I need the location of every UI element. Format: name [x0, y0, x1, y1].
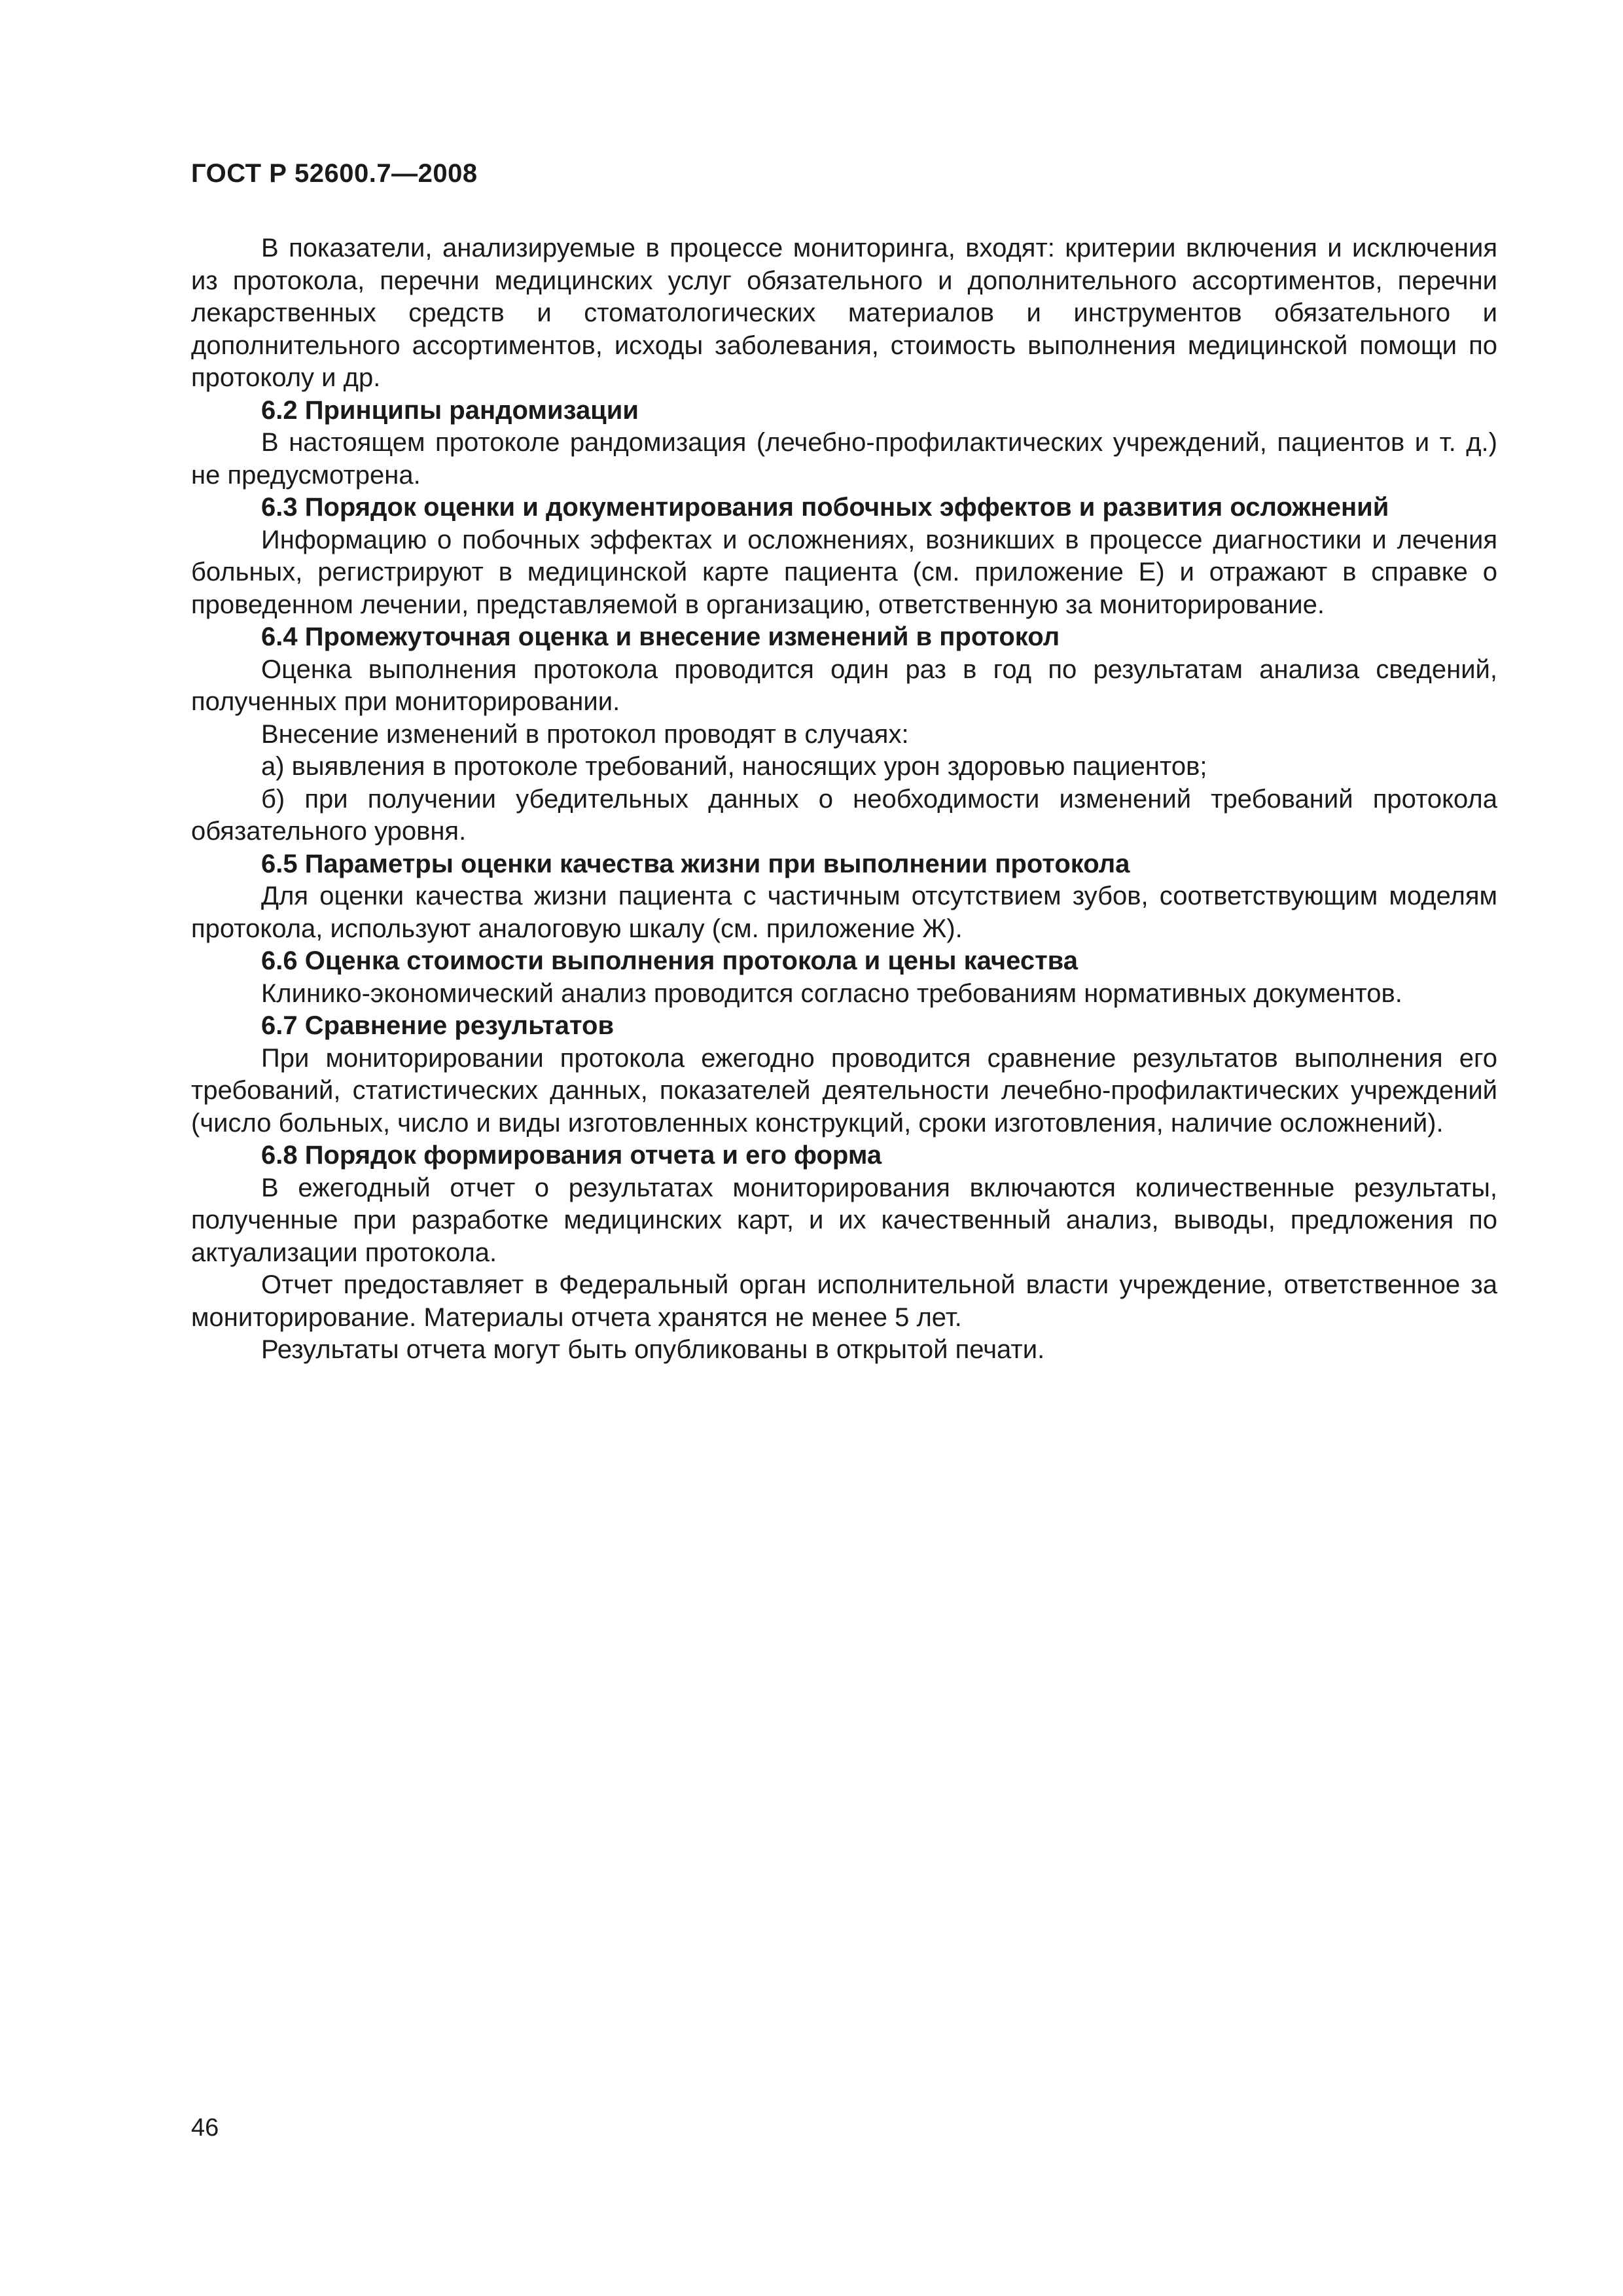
document-body	[191, 232, 1497, 1367]
page-number: 46	[191, 2114, 219, 2142]
section-heading-6-3: 6.3 Порядок оценки и документирования побочных эффектов и развития осложнений	[261, 493, 1389, 522]
section-text-6-3: Информацию о побочных эффектах и осложнениях, возникших в процессе диагностики и лечения больных, регистрируют в медицинской карте пациента (см. приложение Е) и отражают в справке о проведенном лечении, представляемой в организацию, ответственную за мониторирование.	[191, 525, 1497, 619]
section-text-6-6: Клинико-экономический анализ проводится согласно требованиям нормативных документов.	[261, 978, 1402, 1008]
section-text-6-8-p1: В ежегодный отчет о результатах мониторирования включаются количественные результаты, полученные при разработке медицинских карт, и их качественный анализ, выводы, предложения по актуализации протокола.	[191, 1173, 1497, 1267]
section-heading-6-7: 6.7 Сравнение результатов	[261, 1011, 615, 1040]
section-heading-6-2: 6.2 Принципы рандомизации	[261, 395, 639, 425]
section-text-6-2: В настоящем протоколе рандомизация (лечебно-профилактических учреждений, пациентов и т. д.) не предусмотрена.	[191, 428, 1497, 490]
section-text-6-5: Для оценки качества жизни пациента с частичным отсутствием зубов, соответствующим моделям протокола, используют аналоговую шкалу (см. приложение Ж).	[191, 882, 1497, 943]
list-item-a: а) выявления в протоколе требований, наносящих урон здоровью пациентов;	[261, 752, 1207, 781]
section-heading-6-8: 6.8 Порядок формирования отчета и его форма	[261, 1141, 882, 1170]
section-text-6-4-p1: Оценка выполнения протокола проводится один раз в год по результатам анализа сведений, полученных при мониторировании.	[191, 655, 1497, 716]
section-text-6-8-p3: Результаты отчета могут быть опубликованы в открытой печати.	[261, 1335, 1045, 1364]
section-text-6-4-p2: Внесение изменений в протокол проводят в случаях:	[261, 719, 909, 749]
section-heading-6-5: 6.5 Параметры оценки качества жизни при выполнении протокола	[261, 849, 1130, 878]
section-text-6-7: При мониторировании протокола ежегодно проводится сравнение результатов выполнения его требований, статистических данных, показателей деятельности лечебно-профилактических учреждений (число больных, число и виды изготовленных конструкций, сроки изготовления, наличие осложнений).	[191, 1043, 1497, 1138]
section-text-6-8-p2: Отчет предоставляет в Федеральный орган исполнительной власти учреждение, ответственное за мониторирование. Материалы отчета хранятся не менее 5 лет.	[191, 1270, 1497, 1332]
standard-code-header: ГОСТ Р 52600.7—2008	[191, 159, 478, 188]
intro-paragraph: В показатели, анализируемые в процессе мониторинга, входят: критерии включения и исключения из протокола, перечни медицинских услуг обязательного и дополнительного ассортиментов, перечни лекарственных средств и стоматологических материалов и инструментов обязательного и дополнительного ассортиментов, исходы заболевания, стоимость выполнения медицинской помощи по протоколу и др.	[191, 234, 1497, 392]
section-heading-6-6: 6.6 Оценка стоимости выполнения протокола и цены качества	[261, 946, 1078, 975]
section-heading-6-4: 6.4 Промежуточная оценка и внесение изменений в протокол	[261, 622, 1060, 651]
list-item-b: б) при получении убедительных данных о необходимости изменений требований протокола обязательного уровня.	[191, 784, 1497, 846]
